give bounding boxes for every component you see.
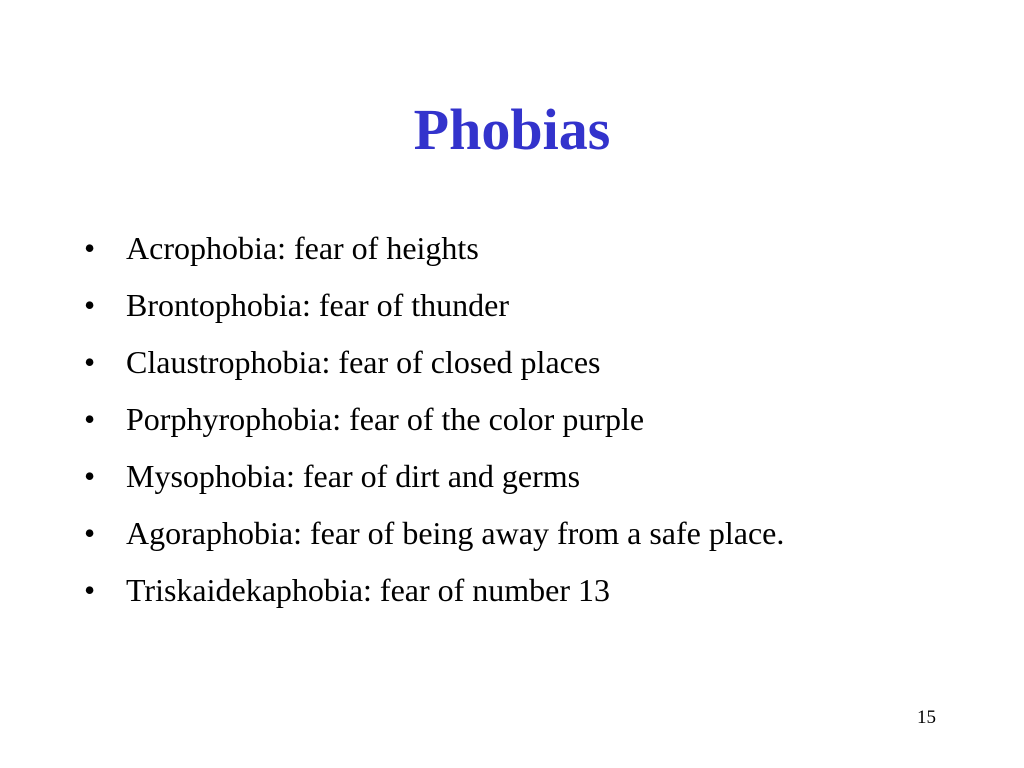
bullet-text: Claustrophobia: fear of closed places — [126, 344, 601, 380]
bullet-text: Triskaidekaphobia: fear of number 13 — [126, 572, 611, 608]
bullet-text: Brontophobia: fear of thunder — [126, 287, 509, 323]
bullet-icon: • — [84, 401, 96, 437]
bullet-icon: • — [84, 230, 96, 266]
bullet-icon: • — [84, 458, 96, 494]
bullet-text: Acrophobia: fear of heights — [126, 230, 479, 266]
bullet-text: Porphyrophobia: fear of the color purple — [126, 401, 645, 437]
bullet-item — [84, 344, 884, 381]
bullet-icon: • — [84, 572, 96, 608]
bullet-item — [84, 572, 884, 609]
page-number: 15 — [917, 707, 936, 728]
bullet-icon: • — [84, 515, 96, 551]
bullet-item — [84, 458, 884, 495]
bullet-text: Mysophobia: fear of dirt and germs — [126, 458, 581, 494]
bullet-icon: • — [84, 287, 96, 323]
bullet-item — [84, 287, 884, 324]
bullet-item — [84, 230, 884, 267]
bullet-item — [84, 401, 884, 438]
bullet-text: Agoraphobia: fear of being away from a safe place. — [126, 515, 785, 551]
slide-title: Phobias — [413, 97, 611, 162]
bullet-icon: • — [84, 344, 96, 380]
bullet-list — [84, 230, 884, 629]
bullet-item — [84, 515, 884, 552]
